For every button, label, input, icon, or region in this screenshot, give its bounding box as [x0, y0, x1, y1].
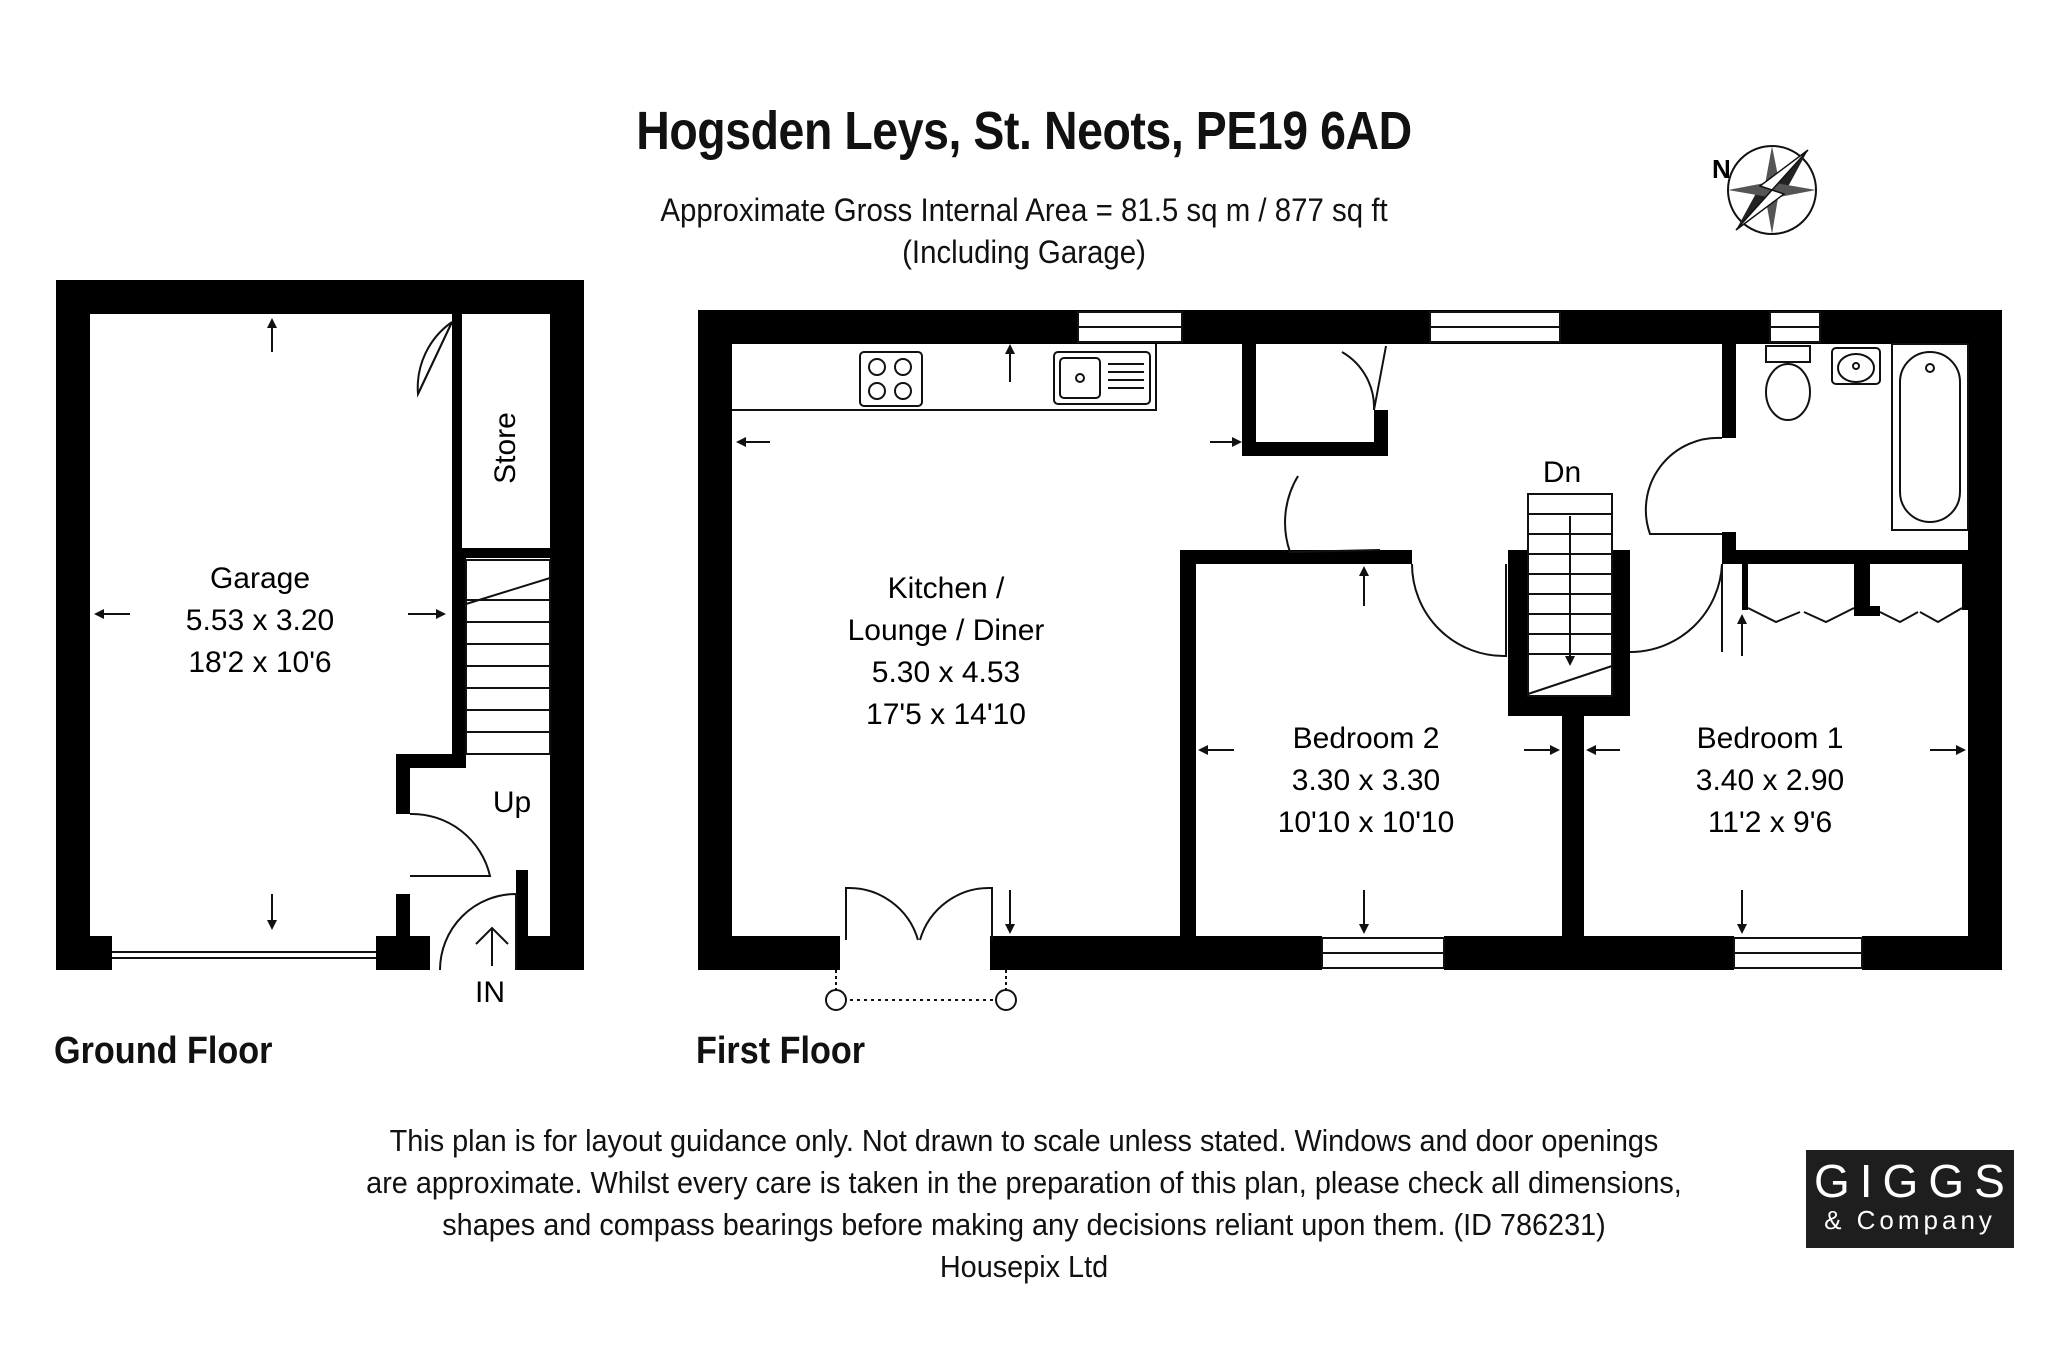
bedroom1-name: Bedroom 1	[1696, 722, 1844, 755]
bedroom1-imperial: 11'2 x 9'6	[1707, 806, 1833, 839]
french-doors	[826, 888, 1016, 1010]
disclaimer-line-1: This plan is for layout guidance only. Not drawn to scale unless stated. Windows and door openings	[389, 1123, 1659, 1158]
kitchen-metric: 5.30 x 4.53	[871, 656, 1021, 689]
bedroom2-imperial: 10'10 x 10'10	[1277, 806, 1455, 839]
bedroom2-name: Bedroom 2	[1292, 722, 1440, 755]
ground-floor-label: Ground Floor	[54, 1030, 273, 1072]
first-floor-stairs	[1528, 494, 1612, 696]
area-text: Approximate Gross Internal Area = 81.5 sq m / 877 sq ft	[660, 192, 1388, 228]
entrance-label: IN	[475, 976, 505, 1009]
first-stairs-label: Dn	[1542, 456, 1582, 489]
bathroom-fittings	[1646, 344, 1968, 534]
kitchen-imperial: 17'5 x 14'10	[866, 698, 1026, 731]
garage-imperial: 18'2 x 10'6	[188, 646, 332, 679]
garage-name: Garage	[209, 562, 311, 595]
first-floor-label: First Floor	[696, 1030, 866, 1072]
disclaimer-line-4: Housepix Ltd	[939, 1249, 1109, 1284]
giggs-logo	[1806, 1150, 2014, 1248]
compass-label: N	[1712, 154, 1731, 184]
bedroom2-metric: 3.30 x 3.30	[1291, 764, 1441, 797]
logo-sub: & Company	[1824, 1205, 1996, 1235]
area-note: (Including Garage)	[902, 234, 1146, 270]
plan-title: Hogsden Leys, St. Neots, PE19 6AD	[636, 101, 1412, 161]
garage-metric: 5.53 x 3.20	[185, 604, 335, 637]
bedroom1-metric: 3.40 x 2.90	[1695, 764, 1845, 797]
ground-stairs	[466, 560, 550, 754]
compass-icon	[1728, 146, 1816, 234]
kitchen-worktop	[732, 344, 1156, 410]
disclaimer-line-2: are approximate. Whilst every care is taken in the preparation of this plan, please check all dimensions,	[366, 1165, 1682, 1200]
disclaimer	[72, 1120, 1977, 1288]
entrance-arrow-icon	[476, 928, 508, 966]
disclaimer-line-3: shapes and compass bearings before making any decisions reliant upon them. (ID 786231)	[442, 1207, 1606, 1242]
kitchen-name-line1: Kitchen /	[887, 572, 1005, 605]
kitchen-name-line2: Lounge / Diner	[847, 614, 1045, 647]
logo-main: GIGGS	[1814, 1155, 2015, 1207]
store-label: Store	[489, 412, 522, 484]
ground-stairs-label: Up	[492, 786, 532, 819]
